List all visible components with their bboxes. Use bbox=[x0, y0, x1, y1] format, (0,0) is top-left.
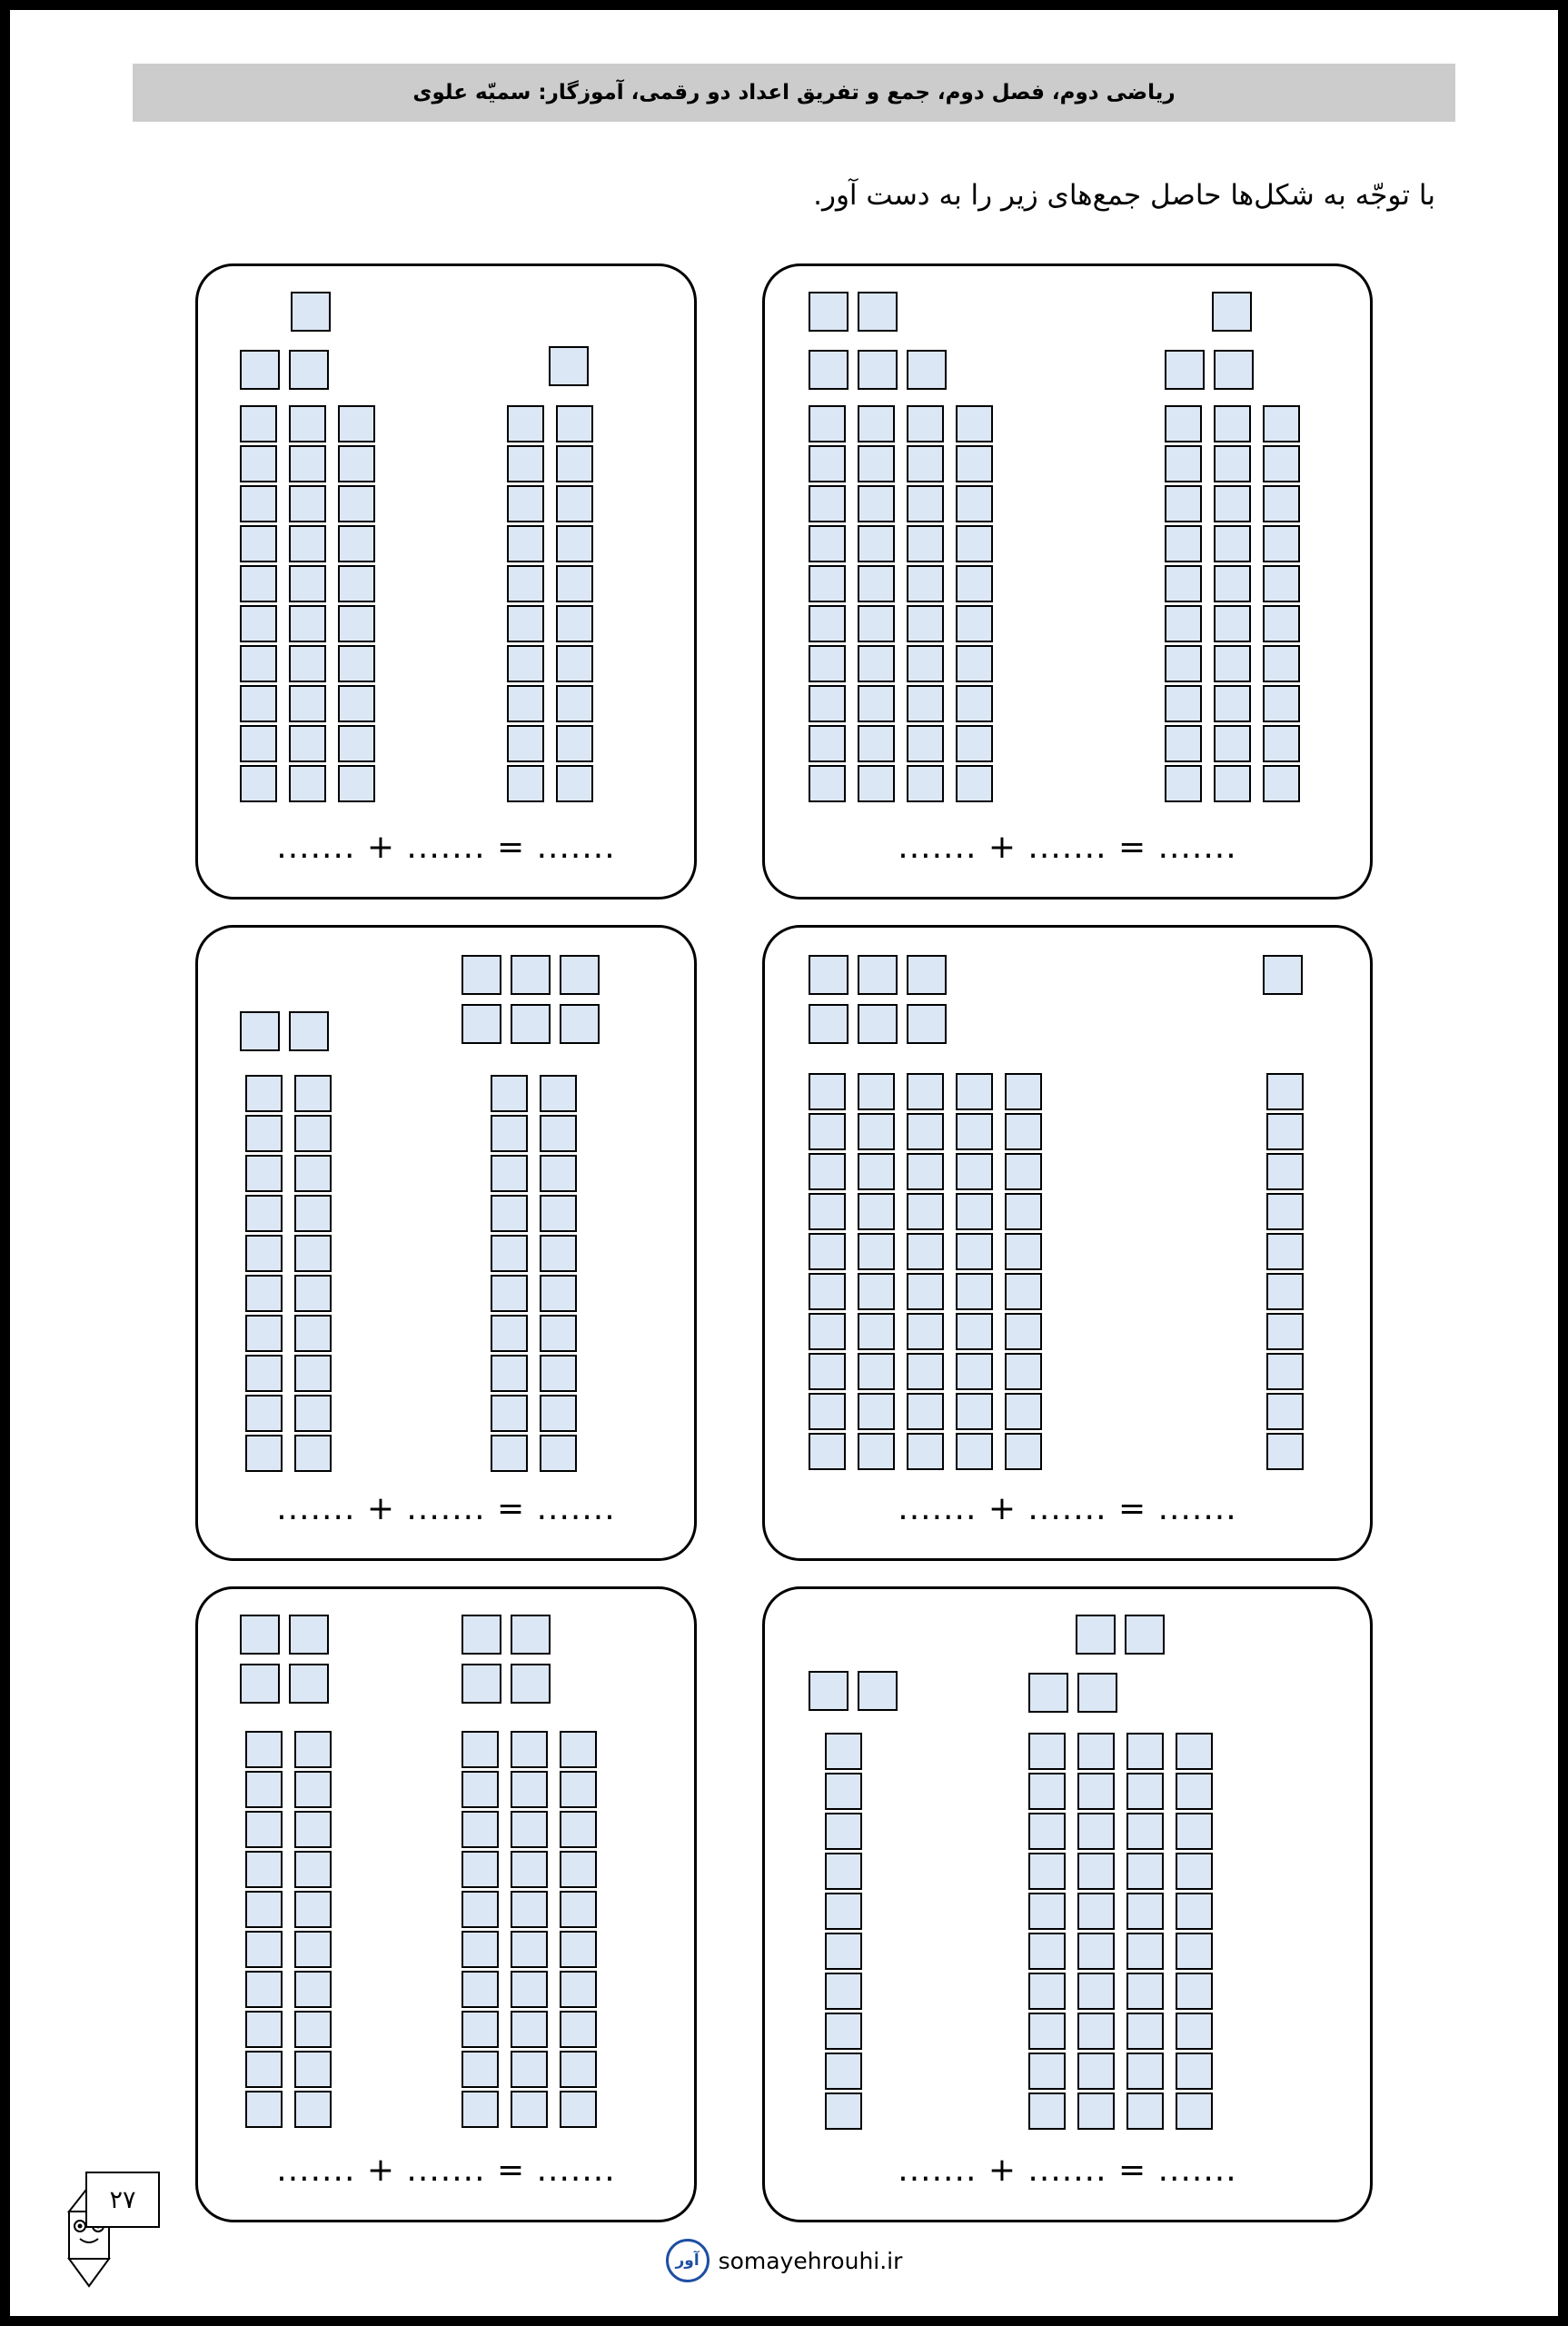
unit-block bbox=[809, 1004, 849, 1044]
problems-grid bbox=[20, 263, 1548, 2248]
rod bbox=[858, 1073, 895, 1473]
rod bbox=[1126, 1733, 1164, 2132]
rod bbox=[809, 405, 846, 805]
unit-block bbox=[240, 1011, 280, 1051]
rod bbox=[809, 1073, 846, 1473]
rod bbox=[956, 405, 993, 805]
problem-3-right-rods bbox=[491, 1075, 577, 1475]
problem-card-4[interactable] bbox=[762, 925, 1373, 1561]
instruction-text: با توجّه به شکل‌ها حاصل جمع‌های زیر را به دست آور. bbox=[813, 179, 1435, 212]
unit-block bbox=[809, 1671, 849, 1711]
rod bbox=[245, 1075, 283, 1475]
problem-2-right-units bbox=[1165, 292, 1328, 390]
brand-website-text: somayehrouhi.ir bbox=[718, 2247, 903, 2274]
problem-card-5[interactable] bbox=[195, 1586, 697, 2222]
problem-card-2[interactable] bbox=[762, 263, 1373, 900]
problem-1-right-rods bbox=[507, 405, 593, 805]
unit-block bbox=[1077, 1673, 1117, 1713]
unit-block bbox=[1076, 1615, 1116, 1655]
problem-4-right-rods bbox=[1266, 1073, 1304, 1473]
unit-block bbox=[289, 350, 329, 390]
problems-row-3 bbox=[20, 1586, 1548, 2222]
problem-6-equation: ....... + ....... = ....... bbox=[898, 2152, 1237, 2189]
rod bbox=[825, 1733, 862, 2132]
unit-block bbox=[240, 1615, 280, 1655]
header-banner-title: ریاضی دوم، فصل دوم، جمع و تفریق اعداد دو رقمی، آموزگار: سمیّه علوی bbox=[412, 81, 1176, 104]
rod bbox=[511, 1731, 548, 2131]
unit-block bbox=[289, 1615, 329, 1655]
footer-brand[interactable] bbox=[20, 2239, 1548, 2282]
problem-4-left-units bbox=[809, 955, 972, 1044]
unit-block bbox=[809, 292, 849, 332]
problem-5-equation: ....... + ....... = ....... bbox=[276, 2152, 616, 2189]
problem-1-right-units bbox=[507, 346, 616, 386]
problem-2-left-units bbox=[809, 292, 972, 390]
problem-1-left-units bbox=[240, 292, 394, 390]
rod bbox=[1005, 1073, 1042, 1473]
unit-block bbox=[1028, 1673, 1068, 1713]
rod bbox=[507, 405, 544, 805]
problem-6-right-units bbox=[1028, 1615, 1192, 1713]
problem-6-left-units bbox=[809, 1671, 936, 1711]
unit-block bbox=[511, 955, 551, 995]
problem-3-left-units bbox=[240, 1011, 367, 1051]
unit-block bbox=[560, 1004, 600, 1044]
problem-5-right-units bbox=[461, 1615, 589, 1704]
problems-row-2 bbox=[20, 925, 1548, 1561]
unit-block bbox=[858, 292, 898, 332]
problem-1-equation: ....... + ....... = ....... bbox=[276, 829, 616, 866]
problem-5-left-units bbox=[240, 1615, 367, 1704]
rod bbox=[491, 1075, 528, 1475]
header-banner bbox=[133, 64, 1455, 122]
page-inner bbox=[20, 20, 1548, 2306]
rod bbox=[1165, 405, 1202, 805]
unit-block bbox=[560, 955, 600, 995]
unit-block bbox=[549, 346, 589, 386]
page-number-badge bbox=[85, 2172, 160, 2228]
rod bbox=[1266, 1073, 1304, 1473]
unit-block bbox=[1125, 1615, 1165, 1655]
problems-row-1 bbox=[20, 263, 1548, 900]
unit-block bbox=[809, 955, 849, 995]
unit-block bbox=[1165, 350, 1205, 390]
rod bbox=[289, 405, 326, 805]
rod bbox=[556, 405, 593, 805]
problem-2-equation: ....... + ....... = ....... bbox=[898, 829, 1237, 866]
rod bbox=[461, 1731, 499, 2131]
unit-block bbox=[461, 1004, 501, 1044]
rod bbox=[294, 1731, 332, 2131]
unit-block bbox=[511, 1664, 551, 1704]
unit-block bbox=[289, 1011, 329, 1051]
unit-block bbox=[1214, 350, 1254, 390]
page-number: ۲۷ bbox=[109, 2185, 136, 2214]
brand-logo-icon bbox=[666, 2239, 710, 2282]
problem-card-1[interactable] bbox=[195, 263, 697, 900]
problem-card-3[interactable] bbox=[195, 925, 697, 1561]
problem-5-right-rods bbox=[461, 1731, 597, 2131]
problem-3-equation: ....... + ....... = ....... bbox=[276, 1490, 616, 1527]
unit-block bbox=[858, 1004, 898, 1044]
problem-3-left-rods bbox=[245, 1075, 332, 1475]
rod bbox=[540, 1075, 577, 1475]
problem-3-right-units bbox=[461, 955, 625, 1044]
unit-block bbox=[511, 1615, 551, 1655]
rod bbox=[240, 405, 277, 805]
unit-block bbox=[907, 1004, 947, 1044]
unit-block bbox=[461, 1615, 501, 1655]
problem-4-right-units bbox=[1263, 955, 1317, 995]
unit-block bbox=[907, 350, 947, 390]
unit-block bbox=[240, 350, 280, 390]
rod bbox=[907, 405, 944, 805]
unit-block bbox=[1263, 955, 1303, 995]
rod bbox=[245, 1731, 283, 2131]
unit-block bbox=[511, 1004, 551, 1044]
unit-block bbox=[240, 1664, 280, 1704]
unit-block bbox=[809, 350, 849, 390]
rod bbox=[1214, 405, 1251, 805]
problem-5-left-rods bbox=[245, 1731, 332, 2131]
problem-6-left-rods bbox=[825, 1733, 862, 2132]
rod bbox=[1077, 1733, 1115, 2132]
rod bbox=[1263, 405, 1300, 805]
rod bbox=[858, 405, 895, 805]
problem-4-left-rods bbox=[809, 1073, 1042, 1473]
problem-6-right-rods bbox=[1028, 1733, 1213, 2132]
unit-block bbox=[1212, 292, 1252, 332]
rod bbox=[294, 1075, 332, 1475]
problem-1-left-rods bbox=[240, 405, 375, 805]
unit-block bbox=[289, 1664, 329, 1704]
unit-block bbox=[858, 350, 898, 390]
rod bbox=[560, 1731, 597, 2131]
unit-block bbox=[461, 955, 501, 995]
unit-block bbox=[858, 955, 898, 995]
problem-card-6[interactable] bbox=[762, 1586, 1373, 2222]
problem-2-left-rods bbox=[809, 405, 993, 805]
rod bbox=[338, 405, 375, 805]
unit-block bbox=[461, 1664, 501, 1704]
unit-block bbox=[291, 292, 331, 332]
problem-2-right-rods bbox=[1165, 405, 1300, 805]
rod bbox=[1176, 1733, 1213, 2132]
brand-logo-text: آور bbox=[675, 2251, 700, 2270]
rod bbox=[1028, 1733, 1066, 2132]
problem-4-equation: ....... + ....... = ....... bbox=[898, 1490, 1237, 1527]
unit-block bbox=[907, 955, 947, 995]
rod bbox=[956, 1073, 993, 1473]
rod bbox=[907, 1073, 944, 1473]
unit-block bbox=[858, 1671, 898, 1711]
